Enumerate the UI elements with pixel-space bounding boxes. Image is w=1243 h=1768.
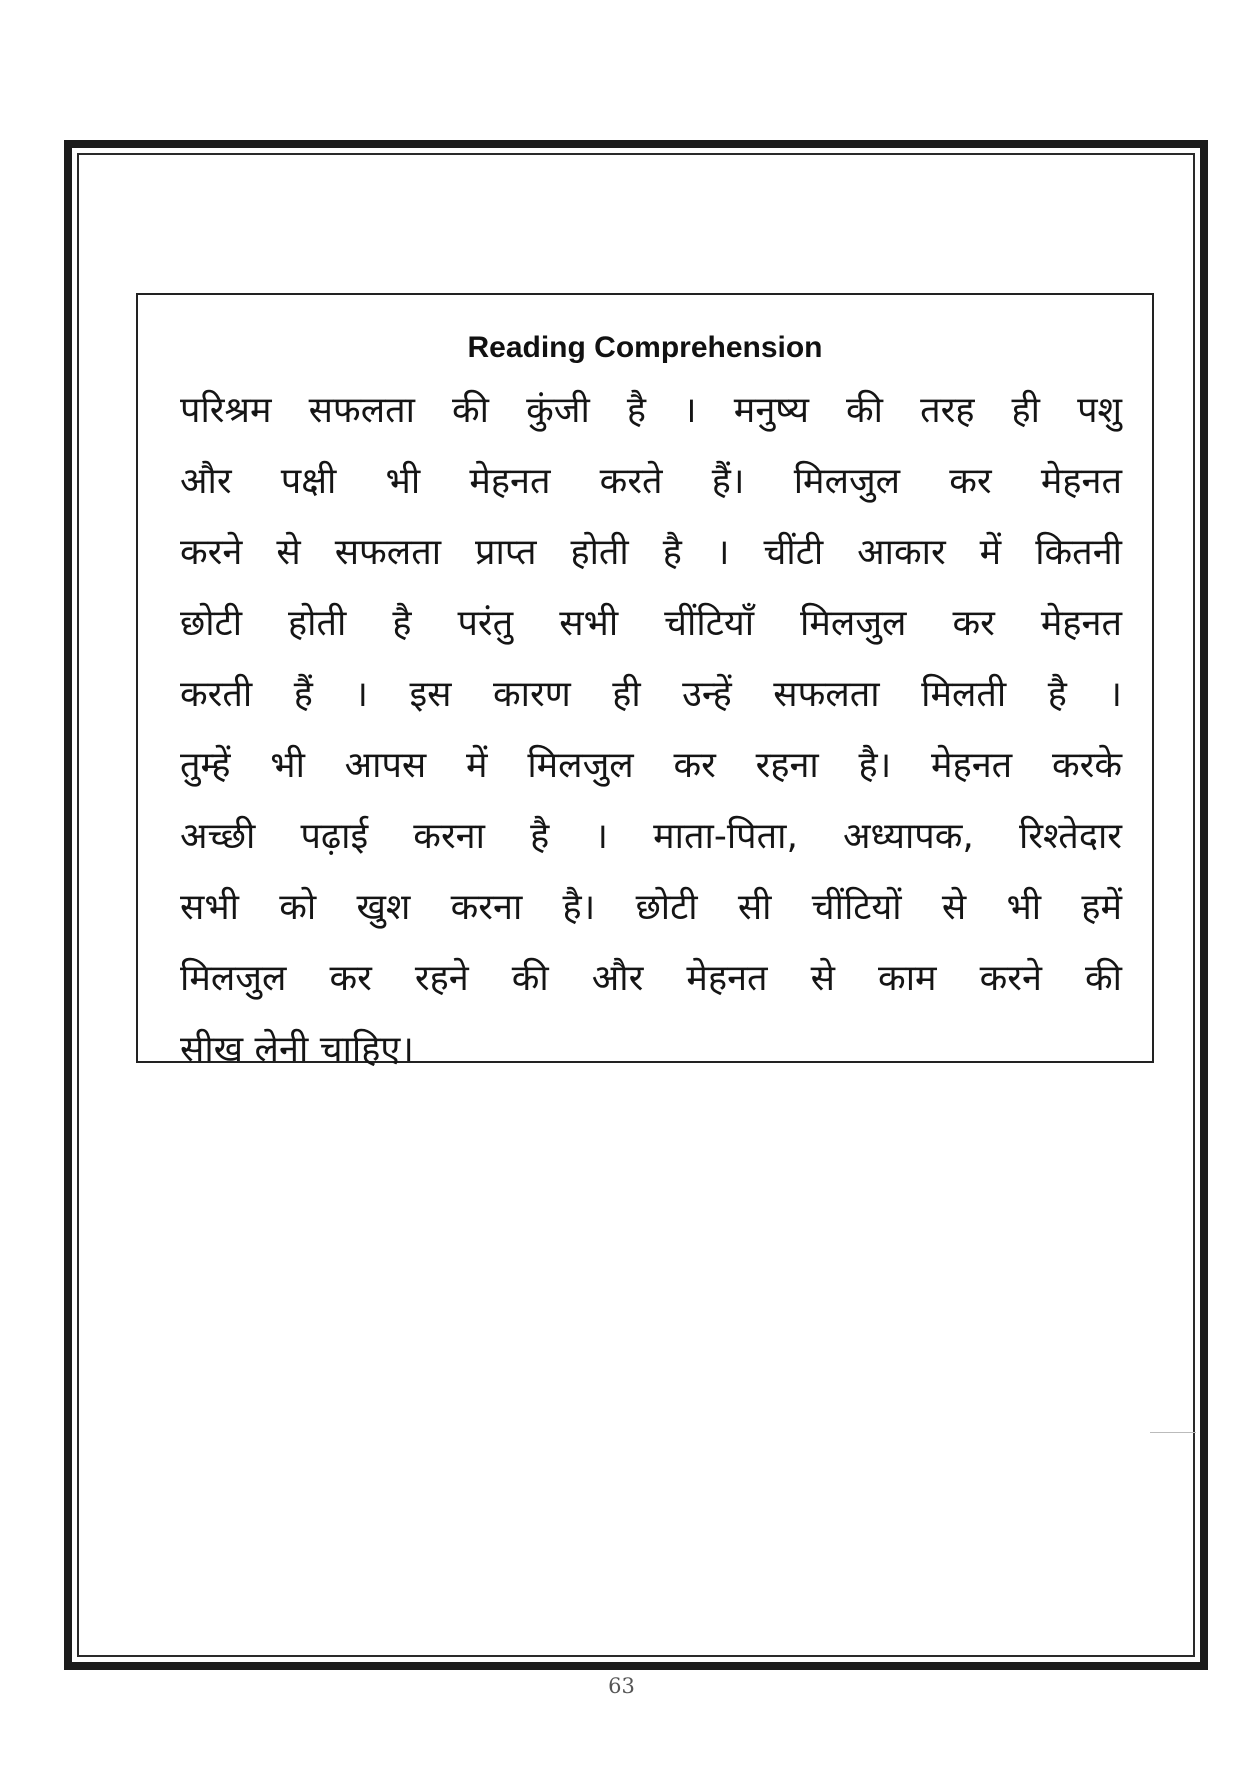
scan-mark (1150, 1432, 1196, 1433)
passage-line: करने से सफलता प्राप्त होती है । चींटी आकार में कितनी (180, 532, 1122, 573)
passage-line: तुम्हें भी आपस में मिलजुल कर रहना है। मेहनत करके (180, 745, 1122, 786)
passage-line: परिश्रम सफलता की कुंजी है । मनुष्य की तरह ही पशु (180, 390, 1122, 431)
passage-line: मिलजुल कर रहने की और मेहनत से काम करने की (180, 958, 1122, 999)
passage-text (180, 375, 1122, 1085)
passage-line: करती हैं । इस कारण ही उन्हें सफलता मिलती है । (180, 674, 1122, 715)
passage-line: छोटी होती है परंतु सभी चींटियाँ मिलजुल कर मेहनत (180, 603, 1122, 644)
passage-line: सभी को खुश करना है। छोटी सी चींटियों से भी हमें (180, 887, 1122, 928)
passage-line: अच्छी पढ़ाई करना है । माता-पिता, अध्यापक, रिश्तेदार (180, 816, 1122, 857)
passage-line: और पक्षी भी मेहनत करते हैं। मिलजुल कर मेहनत (180, 461, 1122, 502)
page-number: 63 (608, 1674, 635, 1698)
passage-title: Reading Comprehension (467, 331, 823, 364)
passage-line: सीख लेनी चाहिए। (180, 1029, 414, 1070)
reading-passage-box (136, 293, 1154, 1070)
